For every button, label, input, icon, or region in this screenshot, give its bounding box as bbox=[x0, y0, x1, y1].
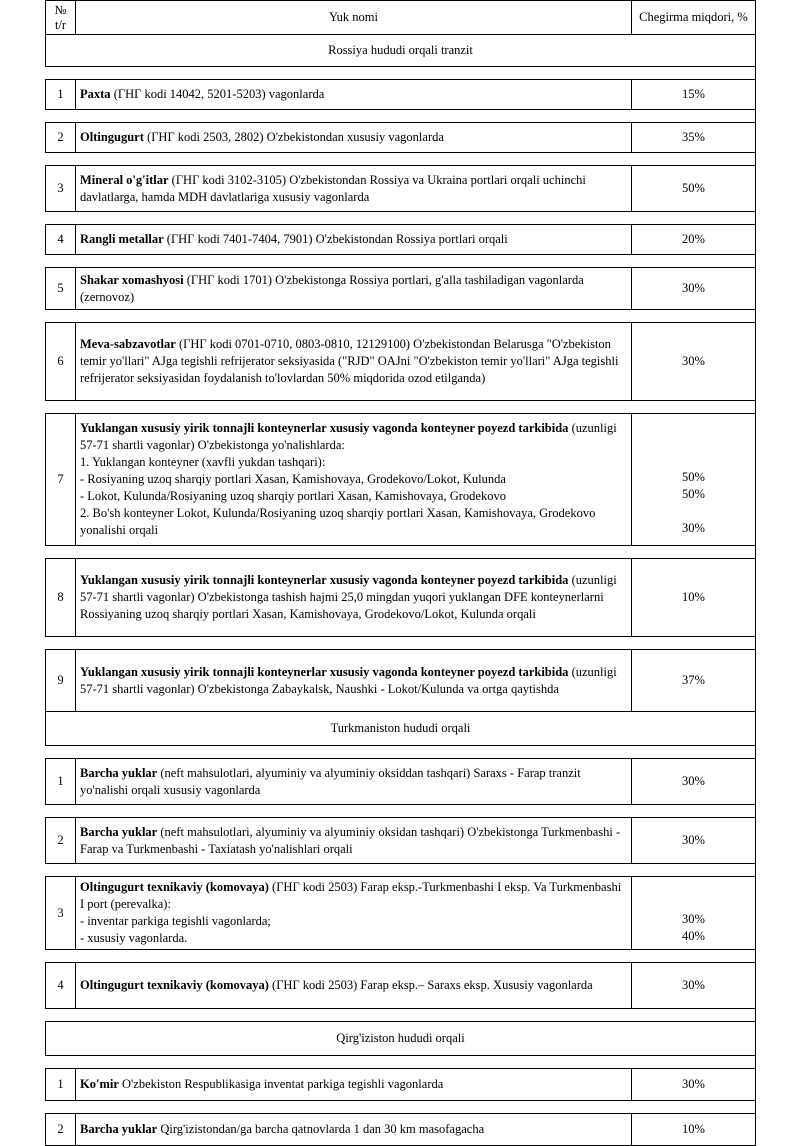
section-title-row bbox=[46, 35, 756, 67]
sub-line: - Rosiyaning uzoq sharqiy portlari Xasan, Kamishovaya, Grodekovo/Lokot, Kulunda bbox=[80, 472, 506, 486]
discount-table bbox=[45, 0, 756, 1146]
discount-value: 10% bbox=[632, 1114, 756, 1146]
discount-value: 30% bbox=[632, 759, 756, 805]
row-number: 2 bbox=[46, 123, 76, 153]
discount-value: 37% bbox=[632, 650, 756, 712]
table-row bbox=[46, 650, 756, 712]
discount-value: 30% bbox=[632, 268, 756, 310]
cargo-details: (neft mahsulotlari, alyuminiy va alyuminiy oksiddan tashqari) Saraxs - Farap tranzit yo'nalishi orqali xususiy vagonlarda bbox=[80, 765, 581, 797]
section-title-row bbox=[46, 1022, 756, 1056]
row-number: 6 bbox=[46, 323, 76, 401]
cargo-name: Shakar xomashyosi bbox=[80, 272, 184, 287]
row-number: 3 bbox=[46, 877, 76, 950]
discount-value: 50% bbox=[682, 487, 705, 501]
section-title: Qirg'iziston hududi orqali bbox=[46, 1022, 756, 1056]
sub-line: 2. Bo'sh konteyner Lokot, Kulunda/Rosiyaning uzoq sharqiy portlari Xasan, Kamishovaya, Grodekovo yonalishi orqali bbox=[80, 506, 596, 537]
discount-values bbox=[632, 877, 756, 950]
discount-value: 40% bbox=[682, 929, 705, 943]
cargo-name: Oltingugurt bbox=[80, 130, 144, 144]
row-number: 7 bbox=[46, 414, 76, 546]
cargo-details: O'zbekiston Respublikasiga inventat parkiga tegishli vagonlarda bbox=[118, 1077, 444, 1091]
section-title: Turkmaniston hududi orqali bbox=[46, 712, 756, 746]
header-num: № t/r bbox=[46, 1, 76, 35]
table-row bbox=[46, 1114, 756, 1146]
row-number: 2 bbox=[46, 1114, 76, 1146]
row-description bbox=[76, 877, 632, 950]
row-number: 4 bbox=[46, 225, 76, 255]
row-number: 8 bbox=[46, 559, 76, 637]
cargo-name: Rangli metallar bbox=[80, 232, 164, 246]
discount-value: 50% bbox=[682, 470, 705, 484]
table-row bbox=[46, 323, 756, 401]
table-row bbox=[46, 818, 756, 864]
table-row bbox=[46, 559, 756, 637]
discount-value: 30% bbox=[682, 521, 705, 535]
sub-line: - xususiy vagonlarda. bbox=[80, 931, 188, 945]
cargo-name: Barcha yuklar bbox=[80, 765, 158, 780]
sub-line: - inventar parkiga tegishli vagonlarda; bbox=[80, 914, 271, 928]
row-description bbox=[76, 650, 632, 712]
row-description bbox=[76, 123, 632, 153]
table-header-row bbox=[46, 1, 756, 35]
discount-value: 30% bbox=[632, 323, 756, 401]
discount-value: 35% bbox=[632, 123, 756, 153]
cargo-details: (ГНГ kodi 1701) O'zbekistonga Rossiya portlari, g'alla tashiladigan vagonlarda (zernovoz) bbox=[80, 272, 584, 304]
row-number: 2 bbox=[46, 818, 76, 864]
sub-line: 1. Yuklangan konteyner (xavfli yukdan tashqari): bbox=[80, 455, 326, 469]
cargo-name: Yuklangan xususiy yirik tonnajli konteynerlar xususiy vagonda konteyner poyezd tarkibida bbox=[80, 421, 569, 435]
table-row bbox=[46, 963, 756, 1009]
row-number: 1 bbox=[46, 759, 76, 805]
row-description bbox=[76, 1114, 632, 1146]
row-description bbox=[76, 1069, 632, 1101]
cargo-details: (ГНГ kodi 7401-7404, 7901) O'zbekistondan Rossiya portlari orqali bbox=[163, 232, 508, 246]
sub-line: - Lokot, Kulunda/Rosiyaning uzoq sharqiy portlari Xasan, Kamishovaya, Grodekovo bbox=[80, 489, 506, 503]
cargo-details: (ГНГ kodi 2503) Farap eksp.– Saraxs eksp. Xususiy vagonlarda bbox=[268, 978, 593, 992]
row-description bbox=[76, 268, 632, 310]
header-discount: Chegirma miqdori, % bbox=[632, 1, 756, 35]
section-title-row bbox=[46, 712, 756, 746]
row-description bbox=[76, 559, 632, 637]
cargo-details: (ГНГ kodi 0701-0710, 0803-0810, 12129100) O'zbekistondan Belarusga "O'zbekiston temir yo'llari" AJga tegishli refrijerator seksiyasida ("RJD" OAJni "O'zbekiston temir yo'llari" AJga tegishli refrijerator seksiyasidan foydalanish to'lovlardan 50% miqdorida ozod etilganda) bbox=[80, 337, 619, 385]
row-number: 4 bbox=[46, 963, 76, 1009]
cargo-name: Oltingugurt texnikaviy (komovaya) bbox=[80, 978, 269, 992]
cargo-name: Yuklangan xususiy yirik tonnajli konteynerlar xususiy vagonda konteyner poyezd tarkibida bbox=[80, 573, 569, 587]
cargo-name: Mineral o'g'itlar bbox=[80, 172, 169, 187]
header-name: Yuk nomi bbox=[76, 1, 632, 35]
table-row bbox=[46, 225, 756, 255]
section-title: Rossiya hududi orqali tranzit bbox=[46, 35, 756, 67]
row-description bbox=[76, 166, 632, 212]
cargo-name: Barcha yuklar bbox=[80, 824, 158, 839]
discount-value: 10% bbox=[632, 559, 756, 637]
row-description bbox=[76, 323, 632, 401]
table-row bbox=[46, 759, 756, 805]
discount-value: 30% bbox=[632, 818, 756, 864]
cargo-details: (uzunligi 57-71 shartli vagonlar) O'zbekistonga tashish hajmi 25,0 mingdan yuqori yuklangan DFE konteynerlarni Rossiyaning uzoq sharqiy portlari Xasan, Kamishovaya, Grodekovo/Lokot, Kulunda orqali bbox=[80, 573, 617, 621]
table-row bbox=[46, 123, 756, 153]
discount-value: 20% bbox=[632, 225, 756, 255]
cargo-name: Oltingugurt texnikaviy (komovaya) bbox=[80, 880, 269, 894]
row-description bbox=[76, 963, 632, 1009]
row-description bbox=[76, 414, 632, 546]
cargo-name: Meva-sabzavotlar bbox=[80, 337, 176, 351]
row-number: 5 bbox=[46, 268, 76, 310]
cargo-details: (uzunligi 57-71 shartli vagonlar) O'zbekistonga Zabaykalsk, Naushki - Lokot/Kulunda va ortga qaytishda bbox=[80, 664, 617, 696]
table-row bbox=[46, 877, 756, 950]
cargo-details: (ГНГ kodi 2503) Farap eksp.-Turkmenbashi I eksp. Va Turkmenbashi I port (perevalka): bbox=[80, 880, 622, 911]
row-number: 3 bbox=[46, 166, 76, 212]
row-description bbox=[76, 80, 632, 110]
discount-value: 30% bbox=[682, 912, 705, 926]
table-row bbox=[46, 166, 756, 212]
row-number: 9 bbox=[46, 650, 76, 712]
discount-values bbox=[632, 414, 756, 546]
table-row bbox=[46, 1069, 756, 1101]
cargo-name: Ko'mir bbox=[80, 1077, 119, 1091]
cargo-details: Qirg'izistondan/ga barcha qatnovlarda 1 dan 30 km masofagacha bbox=[157, 1122, 485, 1136]
cargo-name: Barcha yuklar bbox=[80, 1122, 158, 1136]
discount-value: 30% bbox=[632, 963, 756, 1009]
row-description bbox=[76, 759, 632, 805]
cargo-details: (neft mahsulotlari, alyuminiy va alyuminiy oksidan tashqari) O'zbekistonga Turkmenbashi - Farap va Turkmenbashi - Taxiatash yo'nalishlari orqali bbox=[80, 824, 621, 856]
row-description bbox=[76, 225, 632, 255]
discount-value: 30% bbox=[632, 1069, 756, 1101]
cargo-details: (uzunligi 57-71 shartli vagonlar) O'zbekistonga yo'nalishlarda: bbox=[80, 421, 617, 452]
row-number: 1 bbox=[46, 1069, 76, 1101]
discount-value: 50% bbox=[632, 166, 756, 212]
cargo-details: (ГНГ kodi 2503, 2802) O'zbekistondan xususiy vagonlarda bbox=[143, 130, 444, 144]
row-number: 1 bbox=[46, 80, 76, 110]
discount-value: 15% bbox=[632, 80, 756, 110]
table-row bbox=[46, 268, 756, 310]
table-row bbox=[46, 80, 756, 110]
cargo-name: Paxta bbox=[80, 87, 111, 101]
table-row bbox=[46, 414, 756, 546]
cargo-details: (ГНГ kodi 3102-3105) O'zbekistondan Rossiya va Ukraina portlari orqali uchinchi davlatlarga, hamda MDH davlatlariga xususiy vagonlarda bbox=[80, 172, 586, 204]
row-description bbox=[76, 818, 632, 864]
cargo-details: (ГНГ kodi 14042, 5201-5203) vagonlarda bbox=[110, 87, 325, 101]
cargo-name: Yuklangan xususiy yirik tonnajli konteynerlar xususiy vagonda konteyner poyezd tarkibida bbox=[80, 664, 569, 679]
